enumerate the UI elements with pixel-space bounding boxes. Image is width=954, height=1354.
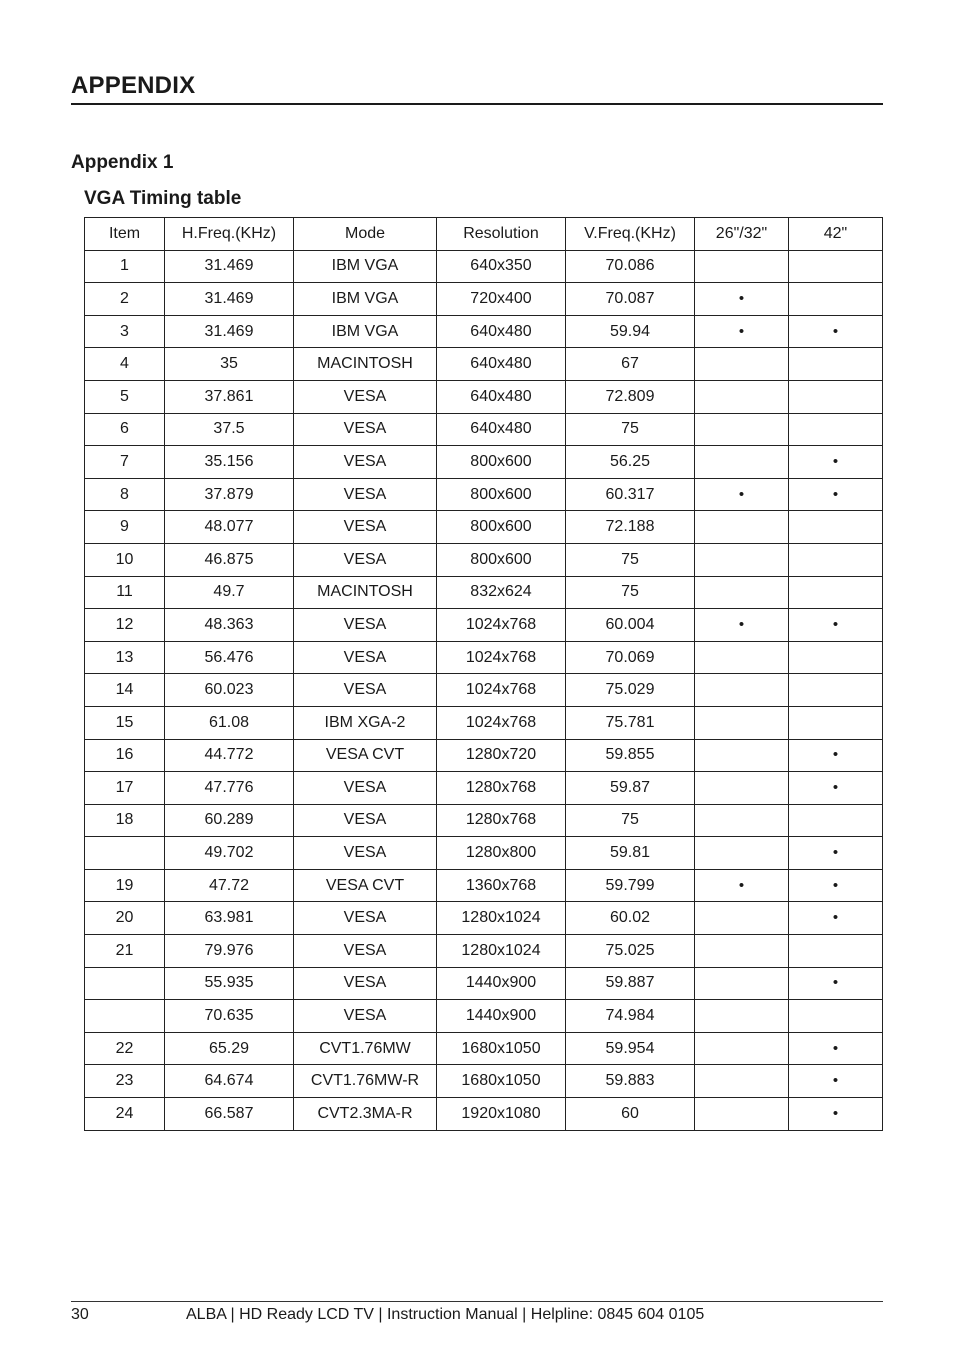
cell-item: 22 xyxy=(85,1032,165,1065)
cell-vfreq: 60.02 xyxy=(566,902,695,935)
cell-support-42 xyxy=(789,576,883,609)
cell-resolution: 832x624 xyxy=(437,576,566,609)
cell-support-42: • xyxy=(789,967,883,1000)
cell-hfreq: 44.772 xyxy=(165,739,294,772)
cell-mode: VESA xyxy=(294,967,437,1000)
footer-text: ALBA | HD Ready LCD TV | Instruction Manual | Helpline: 0845 604 0105 xyxy=(186,1306,705,1323)
cell-resolution: 1280x1024 xyxy=(437,935,566,968)
cell-support-26-32 xyxy=(695,739,789,772)
cell-vfreq: 75 xyxy=(566,413,695,446)
cell-item: 24 xyxy=(85,1098,165,1131)
cell-vfreq: 72.188 xyxy=(566,511,695,544)
table-row xyxy=(85,478,883,511)
cell-support-42: • xyxy=(789,1098,883,1131)
table-row xyxy=(85,935,883,968)
cell-resolution: 1440x900 xyxy=(437,1000,566,1033)
cell-hfreq: 37.861 xyxy=(165,380,294,413)
cell-support-26-32 xyxy=(695,413,789,446)
vga-timing-table xyxy=(84,217,883,1131)
cell-support-42 xyxy=(789,348,883,381)
table-row xyxy=(85,804,883,837)
cell-resolution: 1280x768 xyxy=(437,804,566,837)
cell-hfreq: 31.469 xyxy=(165,315,294,348)
table-row xyxy=(85,413,883,446)
cell-vfreq: 75 xyxy=(566,576,695,609)
cell-support-42 xyxy=(789,935,883,968)
cell-support-26-32 xyxy=(695,935,789,968)
cell-resolution: 1024x768 xyxy=(437,674,566,707)
cell-resolution: 1280x1024 xyxy=(437,902,566,935)
cell-mode: VESA xyxy=(294,413,437,446)
table-row xyxy=(85,967,883,1000)
column-header-42: 42" xyxy=(789,218,883,251)
cell-support-26-32: • xyxy=(695,315,789,348)
cell-mode: VESA xyxy=(294,641,437,674)
cell-hfreq: 31.469 xyxy=(165,250,294,283)
cell-mode: VESA xyxy=(294,772,437,805)
cell-resolution: 800x600 xyxy=(437,511,566,544)
cell-hfreq: 64.674 xyxy=(165,1065,294,1098)
cell-support-42: • xyxy=(789,739,883,772)
cell-hfreq: 35.156 xyxy=(165,446,294,479)
table-row xyxy=(85,315,883,348)
cell-support-26-32: • xyxy=(695,869,789,902)
column-header-resolution: Resolution xyxy=(437,218,566,251)
cell-support-42: • xyxy=(789,446,883,479)
cell-mode: VESA xyxy=(294,1000,437,1033)
cell-resolution: 1440x900 xyxy=(437,967,566,1000)
cell-support-26-32 xyxy=(695,511,789,544)
cell-item: 11 xyxy=(85,576,165,609)
cell-hfreq: 49.702 xyxy=(165,837,294,870)
cell-support-42 xyxy=(789,706,883,739)
cell-vfreq: 70.087 xyxy=(566,283,695,316)
cell-item: 14 xyxy=(85,674,165,707)
table-row xyxy=(85,902,883,935)
cell-support-26-32: • xyxy=(695,609,789,642)
cell-resolution: 1024x768 xyxy=(437,706,566,739)
cell-support-26-32: • xyxy=(695,283,789,316)
cell-item: 18 xyxy=(85,804,165,837)
section-title: Appendix 1 xyxy=(71,152,174,173)
table-row xyxy=(85,1098,883,1131)
table-row xyxy=(85,706,883,739)
table-row xyxy=(85,543,883,576)
cell-resolution: 800x600 xyxy=(437,446,566,479)
table-row xyxy=(85,250,883,283)
cell-item: 5 xyxy=(85,380,165,413)
cell-support-26-32: • xyxy=(695,478,789,511)
cell-support-26-32 xyxy=(695,1032,789,1065)
cell-mode: MACINTOSH xyxy=(294,348,437,381)
cell-support-42: • xyxy=(789,609,883,642)
cell-support-26-32 xyxy=(695,641,789,674)
cell-vfreq: 75.781 xyxy=(566,706,695,739)
cell-support-26-32 xyxy=(695,1098,789,1131)
cell-item: 4 xyxy=(85,348,165,381)
cell-support-26-32 xyxy=(695,967,789,1000)
cell-mode: MACINTOSH xyxy=(294,576,437,609)
cell-resolution: 1680x1050 xyxy=(437,1032,566,1065)
cell-support-42: • xyxy=(789,1032,883,1065)
cell-support-42 xyxy=(789,380,883,413)
cell-item: 19 xyxy=(85,869,165,902)
cell-hfreq: 46.875 xyxy=(165,543,294,576)
cell-support-42: • xyxy=(789,772,883,805)
cell-hfreq: 60.289 xyxy=(165,804,294,837)
cell-mode: IBM XGA-2 xyxy=(294,706,437,739)
cell-resolution: 1280x768 xyxy=(437,772,566,805)
cell-hfreq: 49.7 xyxy=(165,576,294,609)
cell-support-26-32 xyxy=(695,380,789,413)
cell-vfreq: 75.029 xyxy=(566,674,695,707)
page-heading xyxy=(71,70,883,105)
cell-support-26-32 xyxy=(695,837,789,870)
cell-item xyxy=(85,967,165,1000)
cell-resolution: 1280x720 xyxy=(437,739,566,772)
cell-mode: VESA xyxy=(294,902,437,935)
cell-mode: VESA xyxy=(294,837,437,870)
cell-mode: VESA xyxy=(294,511,437,544)
table-row xyxy=(85,837,883,870)
table-row xyxy=(85,739,883,772)
cell-item: 8 xyxy=(85,478,165,511)
cell-mode: IBM VGA xyxy=(294,283,437,316)
cell-vfreq: 72.809 xyxy=(566,380,695,413)
cell-resolution: 640x480 xyxy=(437,380,566,413)
cell-item: 1 xyxy=(85,250,165,283)
cell-support-26-32 xyxy=(695,804,789,837)
cell-mode: VESA CVT xyxy=(294,739,437,772)
cell-item: 23 xyxy=(85,1065,165,1098)
cell-resolution: 1024x768 xyxy=(437,641,566,674)
cell-mode: CVT2.3MA-R xyxy=(294,1098,437,1131)
cell-mode: VESA xyxy=(294,935,437,968)
table-row xyxy=(85,1000,883,1033)
cell-hfreq: 65.29 xyxy=(165,1032,294,1065)
cell-support-26-32 xyxy=(695,250,789,283)
cell-support-42 xyxy=(789,1000,883,1033)
cell-vfreq: 60.317 xyxy=(566,478,695,511)
cell-support-26-32 xyxy=(695,446,789,479)
cell-support-42: • xyxy=(789,478,883,511)
cell-item: 9 xyxy=(85,511,165,544)
cell-hfreq: 47.776 xyxy=(165,772,294,805)
table-row xyxy=(85,446,883,479)
column-header-mode: Mode xyxy=(294,218,437,251)
cell-resolution: 800x600 xyxy=(437,478,566,511)
cell-resolution: 1024x768 xyxy=(437,609,566,642)
cell-mode: IBM VGA xyxy=(294,315,437,348)
cell-item: 10 xyxy=(85,543,165,576)
cell-item: 20 xyxy=(85,902,165,935)
cell-support-42: • xyxy=(789,1065,883,1098)
column-header-26-32: 26"/32" xyxy=(695,218,789,251)
cell-item: 2 xyxy=(85,283,165,316)
cell-support-26-32 xyxy=(695,348,789,381)
cell-mode: VESA CVT xyxy=(294,869,437,902)
cell-item: 16 xyxy=(85,739,165,772)
cell-support-26-32 xyxy=(695,1065,789,1098)
cell-hfreq: 66.587 xyxy=(165,1098,294,1131)
cell-mode: VESA xyxy=(294,380,437,413)
page-number: 30 xyxy=(71,1306,89,1323)
cell-vfreq: 75.025 xyxy=(566,935,695,968)
cell-vfreq: 70.069 xyxy=(566,641,695,674)
cell-support-26-32 xyxy=(695,576,789,609)
cell-item: 17 xyxy=(85,772,165,805)
cell-hfreq: 79.976 xyxy=(165,935,294,968)
table-title: VGA Timing table xyxy=(84,188,242,209)
cell-support-42: • xyxy=(789,315,883,348)
cell-hfreq: 48.077 xyxy=(165,511,294,544)
table-row xyxy=(85,869,883,902)
cell-support-26-32 xyxy=(695,772,789,805)
cell-hfreq: 63.981 xyxy=(165,902,294,935)
cell-vfreq: 74.984 xyxy=(566,1000,695,1033)
table-row xyxy=(85,641,883,674)
cell-mode: VESA xyxy=(294,478,437,511)
cell-vfreq: 60 xyxy=(566,1098,695,1131)
cell-support-42 xyxy=(789,543,883,576)
cell-vfreq: 75 xyxy=(566,543,695,576)
cell-item: 12 xyxy=(85,609,165,642)
cell-item xyxy=(85,837,165,870)
cell-mode: IBM VGA xyxy=(294,250,437,283)
cell-resolution: 1360x768 xyxy=(437,869,566,902)
cell-vfreq: 67 xyxy=(566,348,695,381)
cell-support-42 xyxy=(789,511,883,544)
cell-item: 6 xyxy=(85,413,165,446)
cell-support-26-32 xyxy=(695,674,789,707)
column-header-hfreq: H.Freq.(KHz) xyxy=(165,218,294,251)
cell-vfreq: 59.954 xyxy=(566,1032,695,1065)
cell-hfreq: 48.363 xyxy=(165,609,294,642)
cell-resolution: 800x600 xyxy=(437,543,566,576)
footer-divider xyxy=(71,1301,883,1302)
cell-hfreq: 47.72 xyxy=(165,869,294,902)
cell-item: 7 xyxy=(85,446,165,479)
cell-hfreq: 35 xyxy=(165,348,294,381)
cell-item: 15 xyxy=(85,706,165,739)
cell-resolution: 1920x1080 xyxy=(437,1098,566,1131)
cell-resolution: 640x350 xyxy=(437,250,566,283)
cell-support-42 xyxy=(789,674,883,707)
cell-vfreq: 59.887 xyxy=(566,967,695,1000)
cell-mode: VESA xyxy=(294,543,437,576)
cell-mode: VESA xyxy=(294,674,437,707)
cell-vfreq: 59.87 xyxy=(566,772,695,805)
table-body xyxy=(85,250,883,1130)
cell-resolution: 640x480 xyxy=(437,348,566,381)
cell-hfreq: 55.935 xyxy=(165,967,294,1000)
table-row xyxy=(85,772,883,805)
cell-vfreq: 59.799 xyxy=(566,869,695,902)
cell-item: 13 xyxy=(85,641,165,674)
cell-item: 3 xyxy=(85,315,165,348)
cell-hfreq: 37.879 xyxy=(165,478,294,511)
cell-support-42 xyxy=(789,804,883,837)
cell-hfreq: 56.476 xyxy=(165,641,294,674)
table-row xyxy=(85,609,883,642)
cell-vfreq: 59.883 xyxy=(566,1065,695,1098)
cell-support-42 xyxy=(789,283,883,316)
cell-resolution: 640x480 xyxy=(437,315,566,348)
table-row xyxy=(85,1032,883,1065)
cell-vfreq: 60.004 xyxy=(566,609,695,642)
cell-mode: CVT1.76MW xyxy=(294,1032,437,1065)
cell-vfreq: 59.94 xyxy=(566,315,695,348)
cell-support-42: • xyxy=(789,869,883,902)
cell-support-42 xyxy=(789,250,883,283)
table-row xyxy=(85,348,883,381)
cell-vfreq: 70.086 xyxy=(566,250,695,283)
cell-vfreq: 75 xyxy=(566,804,695,837)
cell-support-26-32 xyxy=(695,902,789,935)
page-title: APPENDIX xyxy=(71,72,196,99)
cell-hfreq: 70.635 xyxy=(165,1000,294,1033)
table-row xyxy=(85,674,883,707)
cell-mode: VESA xyxy=(294,446,437,479)
table-row xyxy=(85,576,883,609)
cell-hfreq: 31.469 xyxy=(165,283,294,316)
cell-item xyxy=(85,1000,165,1033)
cell-support-26-32 xyxy=(695,1000,789,1033)
cell-mode: VESA xyxy=(294,609,437,642)
cell-vfreq: 59.81 xyxy=(566,837,695,870)
cell-support-42: • xyxy=(789,837,883,870)
cell-support-26-32 xyxy=(695,706,789,739)
cell-hfreq: 61.08 xyxy=(165,706,294,739)
cell-support-26-32 xyxy=(695,543,789,576)
cell-hfreq: 60.023 xyxy=(165,674,294,707)
cell-resolution: 1680x1050 xyxy=(437,1065,566,1098)
cell-mode: CVT1.76MW-R xyxy=(294,1065,437,1098)
cell-item: 21 xyxy=(85,935,165,968)
table-row xyxy=(85,380,883,413)
cell-support-42: • xyxy=(789,902,883,935)
cell-mode: VESA xyxy=(294,804,437,837)
cell-support-42 xyxy=(789,641,883,674)
cell-vfreq: 56.25 xyxy=(566,446,695,479)
column-header-item: Item xyxy=(85,218,165,251)
cell-vfreq: 59.855 xyxy=(566,739,695,772)
cell-hfreq: 37.5 xyxy=(165,413,294,446)
column-header-vfreq: V.Freq.(KHz) xyxy=(566,218,695,251)
cell-support-42 xyxy=(789,413,883,446)
table-row xyxy=(85,283,883,316)
table-header-row xyxy=(85,218,883,251)
cell-resolution: 720x400 xyxy=(437,283,566,316)
cell-resolution: 1280x800 xyxy=(437,837,566,870)
table-row xyxy=(85,1065,883,1098)
cell-resolution: 640x480 xyxy=(437,413,566,446)
table-row xyxy=(85,511,883,544)
